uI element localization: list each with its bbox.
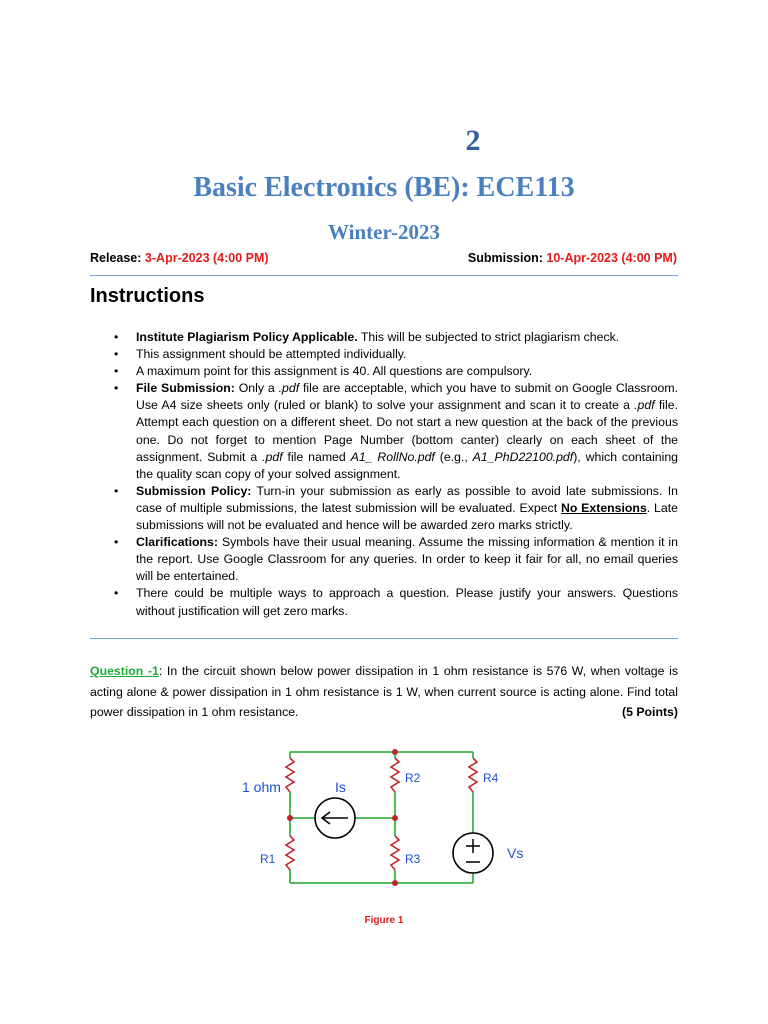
label-r4: R4	[483, 771, 499, 785]
instructions-divider	[90, 638, 678, 639]
question-text: : In the circuit shown below power dissipation in 1 ohm resistance is 576 W, when voltage is acting alone & power dissipation in 1 ohm resistance is 1 W, when current source is acting alone. Find total power dissipation in 1 ohm resistance.	[90, 664, 679, 719]
instruction-text: Turn-in your submission as early as possible to avoid late submissions. In case of multiple submissions, the latest submission will be evaluated. Expect	[136, 483, 678, 515]
file-name-pattern: A1_ RollNo.pdf	[350, 449, 435, 464]
instruction-item-points	[90, 363, 678, 380]
file-name-example: A1_PhD22100.pdf	[472, 449, 574, 464]
label-is: Is	[335, 779, 346, 795]
instruction-text: ), which containing the quality scan copy of your solved assignment.	[136, 449, 678, 481]
instruction-text: file are acceptable, which you have to submit on Google Classroom. Use A4 size sheets only (ruled or blank) to solve your assignment and scan it to create a	[136, 381, 679, 413]
resistor-r1	[286, 836, 294, 870]
no-extensions-emphasis: No Extensions	[560, 500, 647, 515]
instruction-text: Only a	[234, 381, 279, 396]
resistor-r4	[469, 758, 477, 792]
header-divider	[90, 275, 678, 276]
instruction-bold-label: Clarifications:	[136, 535, 218, 550]
instruction-text: A maximum point for this assignment is 40. All questions are compulsory.	[136, 364, 533, 379]
question-label: Question -1	[90, 664, 159, 678]
instruction-text: file named	[282, 449, 351, 464]
instruction-item-file-submission	[90, 380, 678, 483]
label-r3: R3	[405, 852, 421, 866]
instruction-text: (e.g.,	[434, 449, 473, 464]
instruction-text: This will be subjected to strict plagiarism check.	[357, 330, 620, 344]
instructions-list	[90, 329, 678, 620]
instruction-bold-label: Institute Plagiarism Policy Applicable.	[136, 330, 358, 344]
instructions-heading: Instructions	[90, 285, 205, 307]
resistor-r3	[391, 836, 399, 870]
pdf-extension: .pdf	[262, 449, 283, 464]
term-subtitle: Winter-2023	[328, 220, 440, 244]
submission-info	[468, 251, 677, 265]
voltage-source-vs	[453, 833, 493, 873]
instruction-text: This assignment should be attempted individually.	[136, 347, 407, 362]
submission-label: Submission:	[467, 251, 543, 265]
label-r2: R2	[405, 771, 421, 785]
instruction-bold-label: File Submission:	[136, 381, 235, 396]
figure-caption: Figure 1	[364, 915, 404, 926]
instruction-item-clarifications	[90, 534, 678, 585]
circuit-diagram	[230, 740, 550, 890]
release-date: 3-Apr-2023 (4:00 PM)	[144, 251, 269, 265]
release-info	[90, 251, 269, 265]
assignment-number: 2	[465, 124, 481, 157]
resistor-r2	[391, 758, 399, 792]
question-points: (5 Points)	[621, 705, 678, 719]
resistor-1ohm	[286, 758, 294, 792]
pdf-extension: .pdf	[278, 381, 300, 396]
instruction-bold-label: Submission Policy:	[136, 483, 252, 498]
instruction-text: Symbols have their usual meaning. Assume the missing information & mention it in the report. Use Google Classroom for any queries. In order to keep it fair for all, no email queries will be entertained.	[136, 535, 678, 584]
instruction-text: . Late submissions will not be evaluated and hence will be awarded zero marks strictly.	[136, 500, 678, 533]
instruction-item-plagiarism	[90, 329, 678, 346]
instruction-item-submission-policy	[90, 483, 678, 534]
release-label: Release:	[90, 251, 142, 265]
question-1	[90, 661, 678, 723]
submission-date: 10-Apr-2023 (4:00 PM)	[546, 251, 677, 265]
label-1ohm: 1 ohm	[242, 779, 281, 795]
course-title: Basic Electronics (BE): ECE113	[193, 172, 575, 203]
instruction-text: file. Attempt each question on a different sheet. Do not start a new question at the back of the previous one. Do not forget to mention Page Number (bottom canter) clearly on each sheet of the assignment. Submit a	[136, 398, 678, 464]
instruction-item-individual	[90, 346, 678, 363]
instruction-text: There could be multiple ways to approach a question. Please justify your answers. Questions without justification will get zero marks.	[136, 586, 678, 618]
label-vs: Vs	[507, 845, 524, 861]
label-r1: R1	[260, 852, 276, 866]
pdf-extension: .pdf	[634, 398, 655, 413]
instruction-item-justify	[90, 585, 678, 619]
current-source-is	[315, 798, 355, 838]
